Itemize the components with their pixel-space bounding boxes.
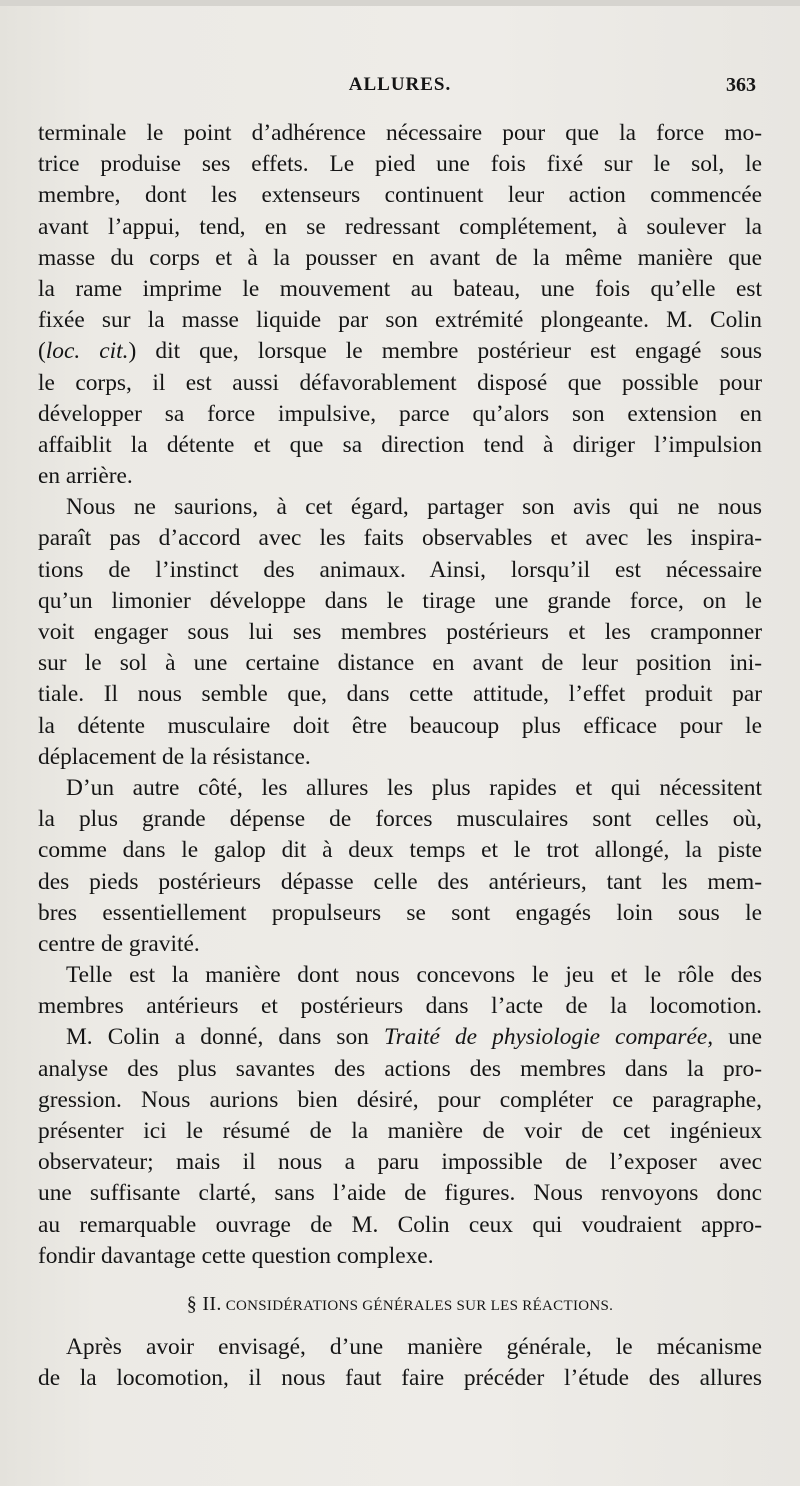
text-line: la détente musculaire doit être beaucoup plus efficace pour le: [38, 712, 762, 739]
text-line: D’un autre côté, les allures les plus rapides et qui nécessitent: [66, 774, 762, 801]
text-fragment: une: [713, 1024, 763, 1051]
text-line: trice produise ses effets. Le pied une fois fixé sur le sol, le: [38, 151, 762, 178]
text-line: qu’un limonier développe dans le tirage une grande force, on le: [38, 587, 762, 614]
paragraph-5: [38, 1022, 762, 1272]
text-line: voit engager sous lui ses membres postérieurs et les cramponner: [38, 619, 762, 645]
text-line: Nous ne saurions, à cet égard, partager son avis qui ne nous: [66, 494, 762, 521]
text-line: centre de gravité.: [38, 930, 200, 957]
text-line: le corps, il est aussi défavorablement disposé que possible pour: [38, 369, 762, 396]
text-line: masse du corps et à la pousser en avant de la même manière que: [38, 244, 762, 271]
text-line: comme dans le galop dit à deux temps et le trot allongé, la piste: [38, 837, 762, 864]
text-line: [38, 1022, 762, 1053]
text-line: présenter ici le résumé de la manière de voir de cet ingénieux: [38, 1118, 762, 1144]
paragraph-6: [38, 1332, 762, 1394]
running-head: [40, 74, 760, 104]
text-line: avant l’appui, tend, en se redressant complétement, à soulever la: [38, 213, 762, 240]
page-top-edge: [0, 0, 800, 6]
text-line: déplacement de la résistance.: [38, 743, 311, 770]
text-line: tions de l’instinct des animaux. Ainsi, lorsqu’il est nécessaire: [38, 556, 762, 583]
citation-italic: loc. cit.: [45, 338, 129, 365]
text-line: Après avoir envisagé, d’une manière générale, le mécanisme: [66, 1333, 762, 1360]
text-line: paraît pas d’accord avec les faits observables et avec les inspira-: [38, 525, 762, 552]
text-line: membres antérieurs et postérieurs dans l’acte de la locomotion.: [38, 993, 762, 1020]
text-fragment: (: [38, 338, 46, 365]
book-title-italic: Traité de physiologie comparée,: [383, 1024, 714, 1051]
text-line: affaiblit la détente et que sa direction tend à diriger l’impulsion: [38, 431, 762, 458]
paragraph-3: [38, 773, 762, 960]
text-line: au remarquable ouvrage de M. Colin ceux qui voudraient appro-: [38, 1211, 762, 1238]
text-line: sur le sol à une certaine distance en avant de leur position ini-: [38, 650, 762, 677]
text-line: fixée sur la masse liquide par son extrémité plongeante. M. Colin: [38, 307, 762, 334]
section-title: CONSIDÉRATIONS GÉNÉRALES SUR LES RÉACTIONS.: [225, 1297, 614, 1314]
text-line: bres essentiellement propulseurs se sont engagés loin sous le: [38, 899, 762, 926]
text-line: des pieds postérieurs dépasse celle des antérieurs, tant les mem-: [38, 868, 762, 895]
text-line: analyse des plus savantes des actions des membres dans la pro-: [38, 1055, 762, 1082]
text-fragment: M. Colin a donné, dans son: [66, 1024, 384, 1051]
paragraph-2: [38, 492, 762, 773]
text-line: [38, 336, 762, 367]
paragraph-1: [38, 118, 762, 492]
section-number: § II.: [186, 1292, 222, 1315]
section-heading: [38, 1280, 762, 1328]
text-line: Telle est la manière dont nous concevons le jeu et le rôle des: [66, 962, 762, 989]
body-text: [38, 118, 762, 1394]
text-line: terminale le point d’adhérence nécessaire pour que la force mo-: [38, 120, 762, 146]
text-line: fondir davantage cette question complexe.: [38, 1242, 434, 1269]
page-number: 363: [726, 74, 756, 96]
text-line: observateur; mais il nous a paru impossible de l’exposer avec: [38, 1149, 762, 1176]
text-line: membre, dont les extenseurs continuent leur action commencée: [38, 182, 762, 209]
running-title: ALLURES.: [348, 74, 452, 95]
text-line: en arrière.: [38, 463, 133, 490]
text-line: gression. Nous aurions bien désiré, pour compléter ce paragraphe,: [38, 1086, 762, 1113]
text-line: une suffisante clarté, sans l’aide de figures. Nous renvoyons donc: [38, 1180, 762, 1207]
text-line: de la locomotion, il nous faut faire précéder l’étude des allures: [38, 1365, 762, 1392]
text-line: tiale. Il nous semble que, dans cette attitude, l’effet produit par: [38, 681, 762, 708]
text-line: développer sa force impulsive, parce qu’alors son extension en: [38, 400, 762, 427]
text-fragment: ) dit que, lorsque le membre postérieur est engagé sous: [128, 338, 763, 365]
text-line: la rame imprime le mouvement au bateau, une fois qu’elle est: [38, 275, 762, 302]
paragraph-4: [38, 960, 762, 1022]
text-line: la plus grande dépense de forces musculaires sont celles où,: [38, 806, 762, 833]
